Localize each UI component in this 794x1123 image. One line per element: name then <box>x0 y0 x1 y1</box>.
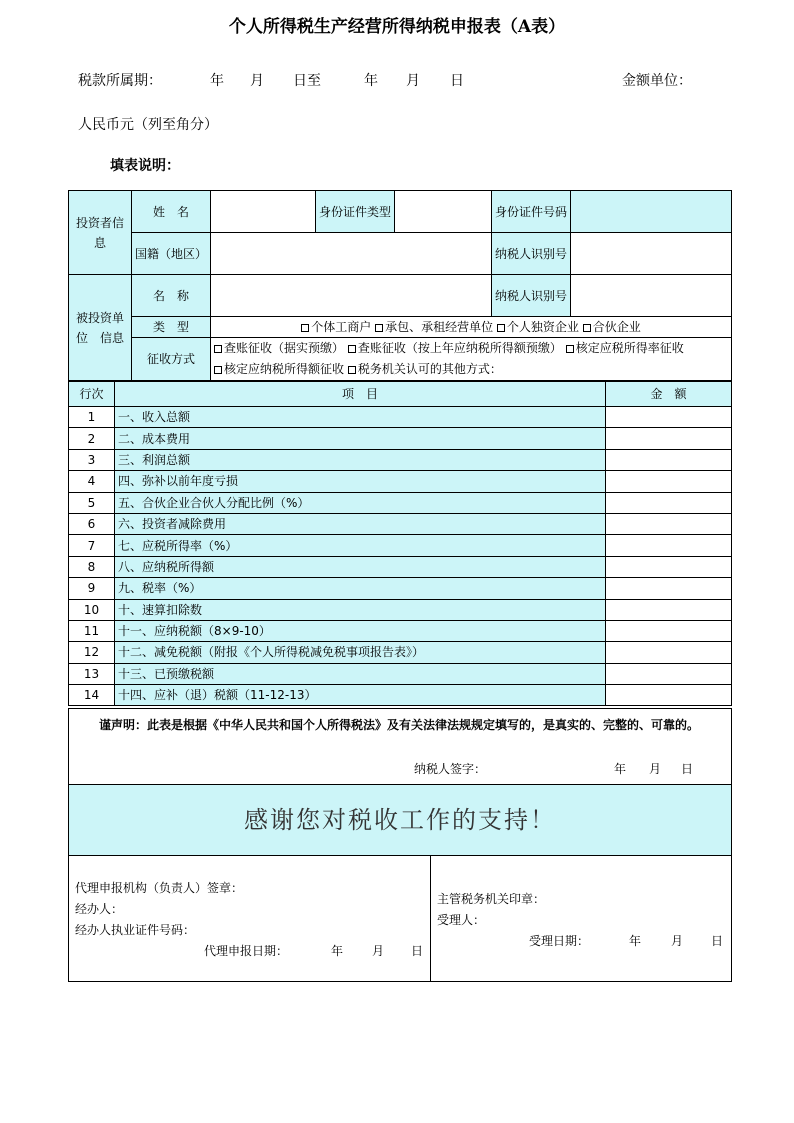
row-number: 8 <box>69 556 115 577</box>
entity-name-field[interactable] <box>211 275 492 317</box>
checkbox-icon[interactable] <box>214 366 222 374</box>
investor-taxpayer-id-field[interactable] <box>571 233 732 275</box>
agent-handler-label: 经办人： <box>75 902 124 916</box>
period-day-2: 日 <box>450 73 464 89</box>
method-option-1: 查账征收（据实预缴） <box>224 341 345 355</box>
agent-date-month: 月 <box>372 944 385 958</box>
entity-taxpayer-id-field[interactable] <box>571 275 732 317</box>
item-label: 一、收入总额 <box>115 407 606 428</box>
nationality-field[interactable] <box>211 233 492 275</box>
authority-date-label: 受理日期： <box>529 934 590 948</box>
method-option-3: 核定应税所得率征收 <box>575 341 684 355</box>
item-header: 项 目 <box>115 382 606 407</box>
amount-field[interactable] <box>606 663 732 684</box>
info-table <box>68 190 732 381</box>
item-label: 十四、应补（退）税额（11-12-13） <box>115 685 606 706</box>
item-label: 二、成本费用 <box>115 428 606 449</box>
item-label: 十一、应纳税额（8×9-10） <box>115 620 606 641</box>
item-label: 七、应税所得率（%） <box>115 535 606 556</box>
id-type-field[interactable] <box>395 191 492 233</box>
row-number-header: 行次 <box>69 382 115 407</box>
method-option-5: 税务机关认可的其他方式： <box>357 362 502 376</box>
entity-type-options <box>211 317 732 338</box>
row-number: 1 <box>69 407 115 428</box>
entity-type-label: 类 型 <box>132 317 211 338</box>
row-number: 7 <box>69 535 115 556</box>
amount-field[interactable] <box>606 407 732 428</box>
table-row <box>69 449 732 470</box>
form-title: 个人所得税生产经营所得纳税申报表（A表） <box>228 17 566 37</box>
thanks-banner: 感谢您对税收工作的支持！ <box>69 785 732 856</box>
row-number: 4 <box>69 471 115 492</box>
investor-section-label: 投资者信息 <box>69 191 132 275</box>
authority-date-month: 月 <box>671 934 684 948</box>
table-row <box>69 513 732 534</box>
table-row <box>69 407 732 428</box>
unit-value: 人民币元（列至角分） <box>78 117 218 133</box>
row-number: 12 <box>69 642 115 663</box>
authority-date-year: 年 <box>629 934 642 948</box>
agent-date-year: 年 <box>331 944 344 958</box>
row-number: 9 <box>69 578 115 599</box>
row-number: 6 <box>69 513 115 534</box>
id-number-field[interactable] <box>571 191 732 233</box>
row-number: 10 <box>69 599 115 620</box>
unit-label: 金额单位： <box>622 73 692 89</box>
investor-taxpayer-id-label: 纳税人识别号 <box>492 233 571 275</box>
method-option-4: 核定应纳税所得额征收 <box>224 362 345 376</box>
item-label: 五、合伙企业合伙人分配比例（%） <box>115 492 606 513</box>
table-row <box>69 663 732 684</box>
declaration-cell <box>69 709 732 785</box>
amount-field[interactable] <box>606 556 732 577</box>
item-label: 三、利润总额 <box>115 449 606 470</box>
row-number: 13 <box>69 663 115 684</box>
period-day-1: 日至 <box>293 73 321 89</box>
declaration-month: 月 <box>649 762 662 776</box>
declaration-table <box>68 708 732 982</box>
items-table <box>68 381 732 706</box>
checkbox-icon[interactable] <box>566 345 574 353</box>
amount-field[interactable] <box>606 535 732 556</box>
agent-cell <box>69 856 431 982</box>
checkbox-icon[interactable] <box>497 324 505 332</box>
collection-method-options <box>211 338 732 381</box>
type-option-1: 个体工商户 <box>311 320 372 334</box>
row-number: 11 <box>69 620 115 641</box>
type-option-3: 个人独资企业 <box>506 320 579 334</box>
type-option-2: 承包、承租经营单位 <box>385 320 494 334</box>
table-row <box>69 642 732 663</box>
amount-field[interactable] <box>606 471 732 492</box>
agent-date-day: 日 <box>411 944 424 958</box>
amount-field[interactable] <box>606 492 732 513</box>
agent-org-label: 代理申报机构（负责人）签章： <box>75 881 244 895</box>
amount-field[interactable] <box>606 449 732 470</box>
type-option-4: 合伙企业 <box>592 320 641 334</box>
id-type-label: 身份证件类型 <box>316 191 395 233</box>
row-number: 3 <box>69 449 115 470</box>
entity-name-label: 名 称 <box>132 275 211 317</box>
checkbox-icon[interactable] <box>348 366 356 374</box>
item-label: 九、税率（%） <box>115 578 606 599</box>
taxpayer-signature-label: 纳税人签字： <box>414 762 487 776</box>
entity-section-label: 被投资单位 信息 <box>69 275 132 381</box>
item-label: 四、弥补以前年度亏损 <box>115 471 606 492</box>
amount-field[interactable] <box>606 578 732 599</box>
investor-name-label: 姓 名 <box>132 191 211 233</box>
row-number: 2 <box>69 428 115 449</box>
amount-field[interactable] <box>606 599 732 620</box>
checkbox-icon[interactable] <box>301 324 309 332</box>
table-row <box>69 428 732 449</box>
id-number-label: 身份证件号码 <box>492 191 571 233</box>
entity-taxpayer-id-label: 纳税人识别号 <box>492 275 571 317</box>
table-row <box>69 620 732 641</box>
amount-field[interactable] <box>606 620 732 641</box>
row-number: 5 <box>69 492 115 513</box>
table-row <box>69 578 732 599</box>
period-month-1: 月 <box>250 73 264 89</box>
method-option-2: 查账征收（按上年应纳税所得额预缴） <box>357 341 562 355</box>
amount-field[interactable] <box>606 642 732 663</box>
row-number: 14 <box>69 685 115 706</box>
authority-cell <box>431 856 732 982</box>
period-year-1: 年 <box>210 73 224 89</box>
amount-field[interactable] <box>606 685 732 706</box>
item-label: 十二、减免税额（附报《个人所得税减免税事项报告表》） <box>115 642 606 663</box>
agent-date-label: 代理申报日期： <box>204 944 289 958</box>
declaration-year: 年 <box>614 762 627 776</box>
table-row <box>69 556 732 577</box>
authority-date-day: 日 <box>711 934 724 948</box>
table-row <box>69 535 732 556</box>
checkbox-icon[interactable] <box>375 324 383 332</box>
nationality-label: 国籍（地区） <box>132 233 211 275</box>
authority-seal-label: 主管税务机关印章： <box>437 892 546 906</box>
investor-name-field[interactable] <box>211 191 316 233</box>
period-label: 税款所属期： <box>78 73 162 89</box>
table-row <box>69 599 732 620</box>
declaration-text: 谨声明：此表是根据《中华人民共和国个人所得税法》及有关法律法规规定填写的，是真实的、完整的、可靠的。 <box>99 718 700 732</box>
checkbox-icon[interactable] <box>348 345 356 353</box>
item-label: 八、应纳税所得额 <box>115 556 606 577</box>
amount-header: 金 额 <box>606 382 732 407</box>
agent-cert-label: 经办人执业证件号码： <box>75 923 196 937</box>
declaration-day: 日 <box>681 762 694 776</box>
item-label: 六、投资者减除费用 <box>115 513 606 534</box>
collection-method-label: 征收方式 <box>132 338 211 381</box>
instructions-label: 填表说明： <box>110 158 180 174</box>
item-label: 十、速算扣除数 <box>115 599 606 620</box>
amount-field[interactable] <box>606 513 732 534</box>
table-row <box>69 685 732 706</box>
period-year-2: 年 <box>364 73 378 89</box>
checkbox-icon[interactable] <box>214 345 222 353</box>
item-label: 十三、已预缴税额 <box>115 663 606 684</box>
amount-field[interactable] <box>606 428 732 449</box>
period-month-2: 月 <box>406 73 420 89</box>
checkbox-icon[interactable] <box>583 324 591 332</box>
table-row <box>69 492 732 513</box>
table-row <box>69 471 732 492</box>
authority-receiver-label: 受理人： <box>437 913 486 927</box>
